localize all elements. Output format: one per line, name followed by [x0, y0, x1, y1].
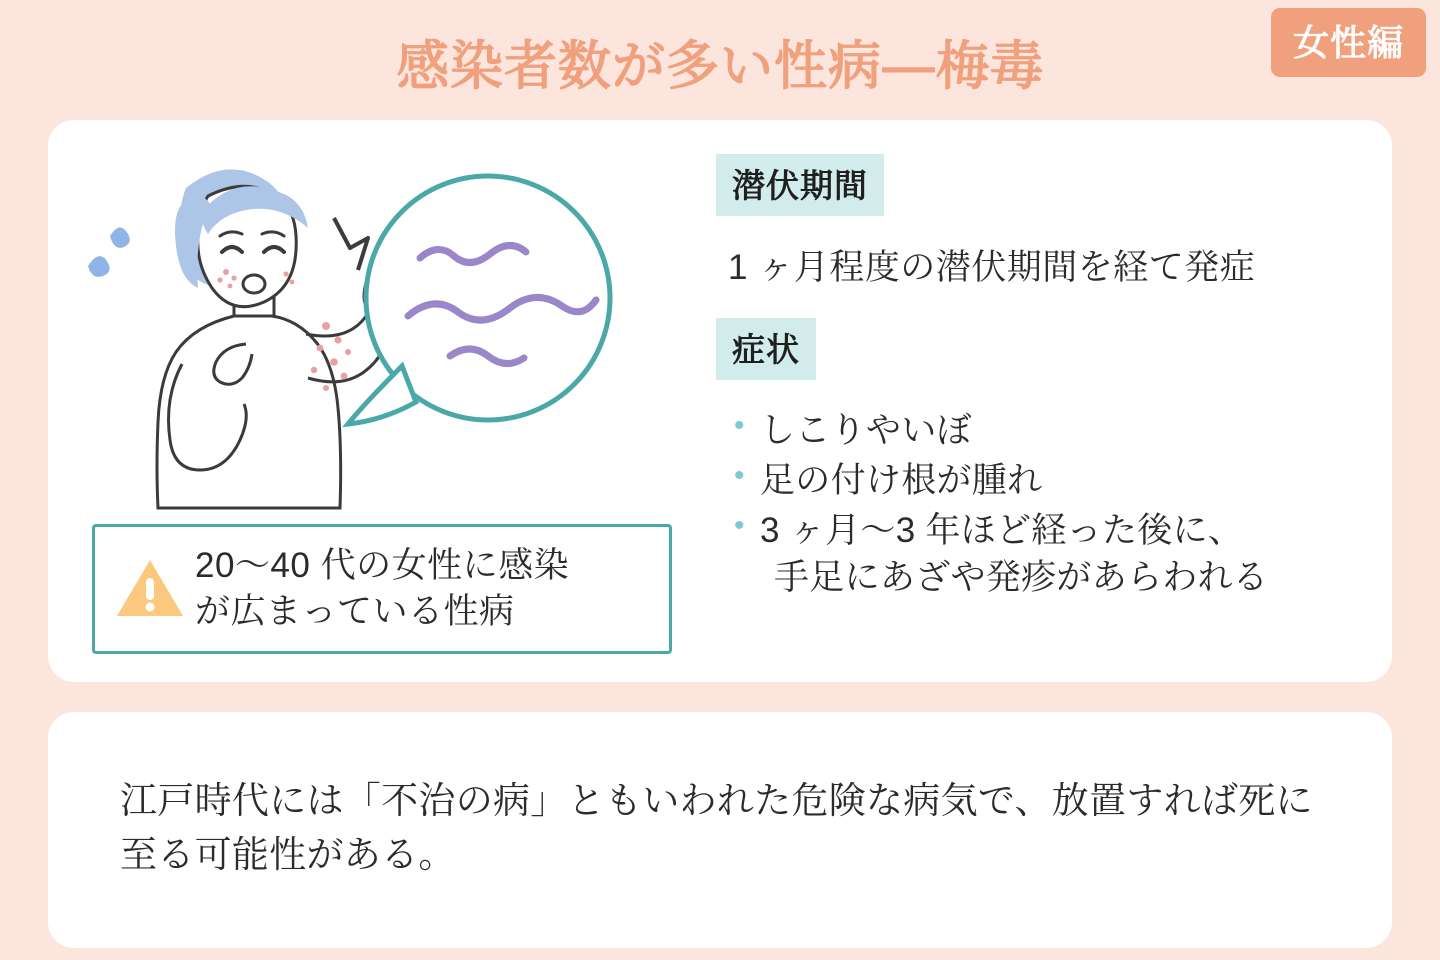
list-item	[726, 458, 1366, 504]
sweat-drop-icon	[88, 227, 130, 276]
warning-text	[195, 543, 569, 635]
symptoms-list	[726, 408, 1366, 601]
symptoms-tag-wrap	[716, 318, 1366, 380]
page-header	[0, 0, 1440, 110]
warning-text-line-2: が広まっている性病	[195, 592, 515, 631]
warning-box	[92, 524, 672, 654]
warning-triangle-icon	[113, 554, 187, 624]
status-badge: 女性編	[1271, 8, 1426, 77]
symptom-text: 3 ヶ月〜3 年ほど経った後に、	[760, 511, 1244, 551]
woman-with-rash-illustration	[58, 126, 718, 526]
note-text: 江戸時代には「不治の病」ともいわれた危険な病気で、放置すれば死に至る可能性がある。	[120, 780, 1313, 875]
warning-text-line-1: 20〜40 代の女性に感染	[195, 545, 570, 585]
incubation-tag: 潜伏期間	[716, 154, 884, 216]
symptoms-tag: 症状	[716, 318, 816, 380]
list-item	[726, 508, 1366, 600]
info-column	[716, 154, 1366, 605]
page-title: 感染者数が多い性病―梅毒	[396, 37, 1044, 96]
incubation-text: 1 ヶ月程度の潜伏期間を経て発症	[728, 248, 1256, 287]
symptom-text-continued: 手足にあざや発疹があらわれる	[774, 557, 1269, 597]
list-item	[726, 408, 1366, 454]
note-card	[48, 712, 1392, 948]
symptom-text: 足の付け根が腫れ	[760, 461, 1043, 501]
symptom-text: しこりやいぼ	[760, 411, 972, 450]
main-content-card	[48, 120, 1392, 682]
